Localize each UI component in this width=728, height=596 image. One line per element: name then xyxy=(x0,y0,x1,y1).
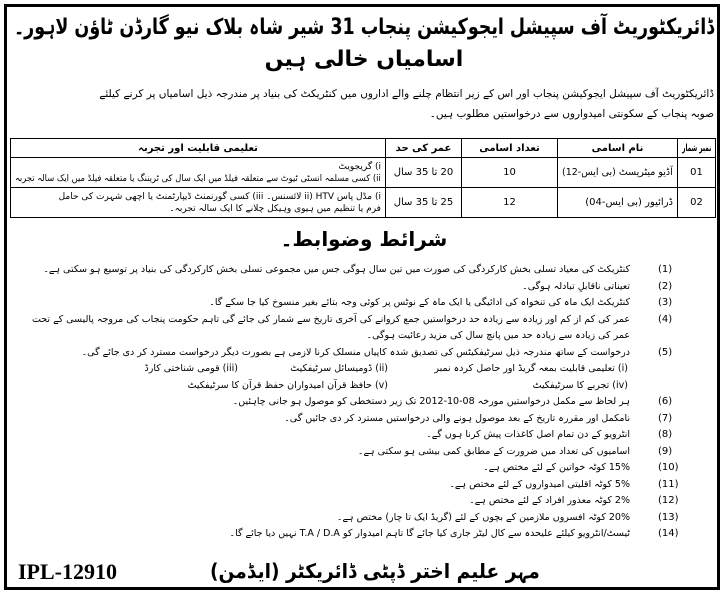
row-serial: 01 xyxy=(678,158,716,188)
condition-item xyxy=(14,279,698,296)
condition-line xyxy=(14,460,630,477)
condition-line xyxy=(14,493,630,510)
condition-item xyxy=(14,262,698,279)
condition-line xyxy=(14,477,630,494)
condition-text: کنٹریکٹ ایک ماہ کی تنخواہ کی ادائیگی یا ایک ماہ کے نوٹس پر کوئی وجہ بتائے بغیر منسوخ کیا جا سکے گا۔ xyxy=(209,297,630,308)
header-age: عمر کی حد xyxy=(386,139,462,158)
certificate-item xyxy=(128,378,388,395)
condition-line xyxy=(14,526,630,543)
certificate-text: تعلیمی قابلیت بمعہ گریڈ اور حاصل کردہ نمبر xyxy=(434,363,615,374)
header-qualification: تعلیمی قابلیت اور تجربہ xyxy=(11,139,386,158)
certificate-text: ڈومیسائل سرٹیفکیٹ xyxy=(290,363,373,374)
condition-item xyxy=(14,510,698,527)
header-serial: نمبر شمار xyxy=(678,139,716,158)
row-serial: 02 xyxy=(678,188,716,218)
condition-text: عمر کی کم از کم اور زیادہ سے زیادہ حد درخواستیں جمع کروانے کی آخری تاریخ سے شمار کی جائے گی تاہم حکومت پنجاب کی مروجہ پالیسی کے تحت عمر کی زیادہ سے زیادہ حد میں پانچ سال کی مزید رعائیت ہوگی۔ xyxy=(31,313,630,341)
condition-text: اسامیوں کی تعداد میں ضرورت کے مطابق کمی بیشی ہو سکتی ہے۔ xyxy=(357,445,630,457)
condition-item xyxy=(14,427,698,444)
condition-line xyxy=(14,394,630,411)
condition-number: (10) xyxy=(658,462,679,473)
signature-block xyxy=(210,558,540,584)
condition-item xyxy=(14,526,698,543)
certificate-number: (iii) xyxy=(222,363,238,374)
vacancies-table xyxy=(10,138,716,218)
certificate-content xyxy=(533,378,628,395)
ad-title-block xyxy=(14,14,714,42)
condition-number: (8) xyxy=(658,429,673,440)
row-qualification xyxy=(11,158,386,188)
condition-text: 15% کوٹہ خواتین کے لئے مختص ہے۔ xyxy=(483,462,630,473)
condition-text: کنٹریکٹ کی معیاد تسلی بخش کارکردگی کی صورت میں تین سال ہوگی جس میں مجموعی تسلی بخش کارکردگی کی بنیاد پر توسیع ہو سکتی ہے۔ xyxy=(43,264,630,275)
condition-number: (6) xyxy=(658,396,673,407)
condition-text: 5% کوٹہ اقلیتی امیدواروں کے لئے مختص ہے۔ xyxy=(449,478,630,490)
intro-line-1: ڈائریکٹوریٹ آف سپیشل ایجوکیشن پنجاب اور اس کے زیر انتظام چلنے والے اداروں میں کنٹریکٹ کی بنیاد پر مندرجہ ذیل اسامیاں پر کرنے کیلئے xyxy=(99,88,714,100)
condition-line xyxy=(14,444,630,461)
condition-number: (12) xyxy=(658,495,679,506)
condition-item xyxy=(14,345,698,362)
certificate-content xyxy=(290,361,388,378)
condition-item xyxy=(14,394,698,411)
condition-item xyxy=(14,295,698,312)
certificate-text: قومی شناختی کارڈ xyxy=(144,363,220,374)
qualification-line: فرم یا تنظیم میں ہیوی وہیکل چلانے کا ایک سالہ تجربہ۔ xyxy=(169,203,381,214)
certificate-content xyxy=(188,378,388,395)
condition-line xyxy=(14,411,630,428)
row-age: 25 تا 35 سال xyxy=(386,188,462,218)
condition-number: (1) xyxy=(658,264,673,275)
row-post: آڈیو میٹریسٹ (بی ایس-12) xyxy=(558,158,678,188)
condition-text: ٹیسٹ/انٹرویو کیلئے علیحدہ سے کال لیٹر جاری کیا جائے گا تاہم امیدوار کو T.A / D.A نہیں دیا جائے گا۔ xyxy=(229,528,630,539)
header-count: تعداد اسامی xyxy=(462,139,558,158)
qualification-line: i) مڈل پاس ii) HTV لائسنس۔ iii) کسی گورنمنٹ ڈیپارٹمنٹ یا اچھی شہرت کی حامل xyxy=(58,191,381,202)
certificate-row xyxy=(14,378,698,395)
certificate-item xyxy=(238,361,388,378)
ad-subtitle: اسامیاں خالی ہیں xyxy=(264,47,464,72)
terms-heading: شرائط وضوابط۔ xyxy=(280,227,448,251)
condition-text: 20% کوٹہ افسروں ملازمین کے بچوں کے لئے (گریڈ ایک تا چار) مختص ہے۔ xyxy=(336,511,630,523)
condition-line xyxy=(14,427,630,444)
certificate-number: (v) xyxy=(374,379,388,391)
row-post: ڈرائیور (بی ایس-04) xyxy=(558,188,678,218)
certificate-number: (i) xyxy=(617,363,628,374)
row-count: 12 xyxy=(462,188,558,218)
ad-title: ڈائریکٹوریٹ آف سپیشل ایجوکیشن پنجاب 31 شیر شاہ بلاک نیو گارڈن ٹاؤن لاہور۔ xyxy=(13,15,714,40)
certificate-content xyxy=(434,361,628,378)
certificate-number: (ii) xyxy=(375,363,388,374)
condition-text: 2% کوٹہ معذور افراد کے لئے مختص ہے۔ xyxy=(469,495,630,506)
certificate-text: حافظ قرآن امیدواران حفظ قرآن کا سرٹیفکیٹ xyxy=(187,379,372,391)
condition-line xyxy=(14,279,630,296)
conditions-list xyxy=(14,262,698,543)
condition-text: انٹرویو کے دن تمام اصل کاغذات پیش کرنا ہوں گے۔ xyxy=(426,429,630,440)
condition-line xyxy=(14,345,630,362)
row-age: 20 تا 35 سال xyxy=(386,158,462,188)
condition-line xyxy=(14,262,630,279)
condition-number: (3) xyxy=(658,297,673,308)
ad-subtitle-block xyxy=(14,46,714,74)
qualification-line: i) گریجویٹ xyxy=(338,161,381,172)
condition-number: (13) xyxy=(658,511,679,523)
condition-line xyxy=(14,295,630,312)
certificate-item xyxy=(88,361,238,378)
condition-item xyxy=(14,411,698,428)
condition-line xyxy=(14,510,630,527)
condition-number: (7) xyxy=(658,412,673,424)
condition-item xyxy=(14,493,698,510)
condition-item xyxy=(14,460,698,477)
certificate-item xyxy=(388,378,628,395)
row-qualification xyxy=(11,188,386,218)
table-row xyxy=(11,158,716,188)
certificate-content xyxy=(145,361,239,378)
table-row xyxy=(11,188,716,218)
certificate-item xyxy=(388,361,628,378)
certificate-row xyxy=(14,361,698,378)
ad-reference-number: IPL-12910 xyxy=(18,559,117,584)
condition-number: (14) xyxy=(658,528,679,539)
condition-text: درخواست کے ساتھ مندرجہ ذیل سرٹیفکیٹس کی تصدیق شدہ کاپیاں منسلک کرنا لازمی ہے بصورت دیگر درخواست مسترد کر دی جائے گی۔ xyxy=(81,346,630,358)
certificate-text: تجربے کا سرٹیفکیٹ xyxy=(532,379,610,391)
condition-number: (11) xyxy=(658,478,679,490)
intro-line-2-block xyxy=(14,106,714,122)
condition-item xyxy=(14,444,698,461)
condition-number: (2) xyxy=(658,280,673,292)
condition-number: (5) xyxy=(658,346,673,358)
condition-text: ہر لحاظ سے مکمل درخواستیں مورخہ 08-10-2012 تک زیر دستخطی کو موصول ہو جانی چاہئیں۔ xyxy=(232,396,630,407)
condition-item xyxy=(14,477,698,494)
header-post: نام اسامی xyxy=(558,139,678,158)
certificate-number: (iv) xyxy=(612,379,628,391)
qualification-line: ii) کسی مسلمہ انسٹی ٹیوٹ سے متعلقہ فیلڈ میں ایک سال کی ٹریننگ یا متعلقہ فیلڈ میں ایک سالہ تجربہ xyxy=(15,173,381,184)
condition-number: (4) xyxy=(658,313,673,325)
condition-number: (9) xyxy=(658,445,673,457)
intro-line-1-block xyxy=(14,86,714,102)
condition-text: نامکمل اور مقررہ تاریخ کے بعد موصول ہونے والی درخواستیں مسترد کر دی جائیں گی۔ xyxy=(284,412,630,424)
intro-line-2: صوبہ پنجاب کے سکونتی امیدواروں سے درخواستیں مطلوب ہیں۔ xyxy=(429,108,714,120)
row-count: 10 xyxy=(462,158,558,188)
table-header-row xyxy=(11,139,716,158)
condition-item xyxy=(14,312,698,345)
signature: مہر علیم اختر ڈپٹی ڈائریکٹر (ایڈمن) xyxy=(210,559,540,583)
condition-text: تعیناتی ناقابلِ تبادلہ ہوگی۔ xyxy=(522,280,630,292)
